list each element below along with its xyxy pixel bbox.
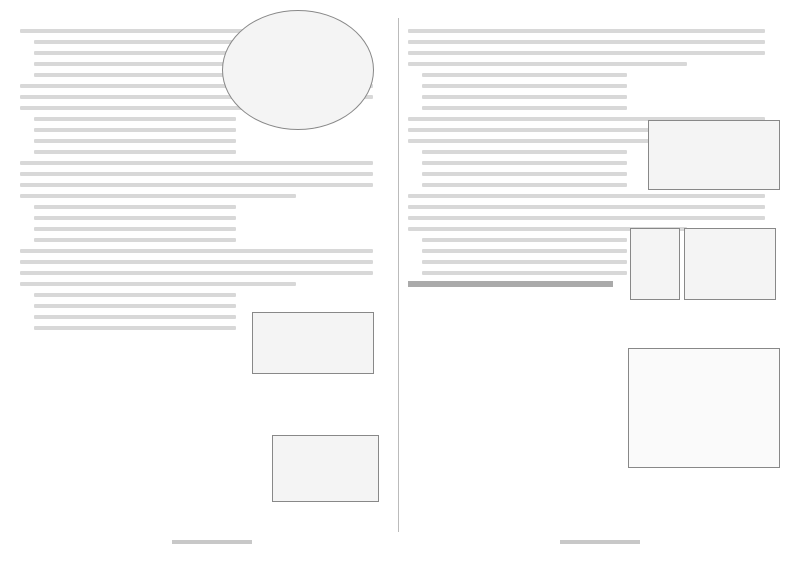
circuit-figure-q10 <box>252 312 374 374</box>
scale-circuit-figure-q12 <box>648 120 780 190</box>
question-12 <box>408 29 780 110</box>
footer-left <box>172 540 252 544</box>
ferris-wheel-figure <box>222 10 374 130</box>
magnetic-field-figure-q14 <box>628 348 780 468</box>
question-10 <box>20 161 388 242</box>
cone-figure-q13 <box>630 228 680 300</box>
footer-right <box>560 540 640 544</box>
section-2-heading <box>408 281 613 287</box>
graph-figure-q13 <box>684 228 776 300</box>
column-divider <box>398 18 399 532</box>
pump-figure-q11 <box>272 435 379 502</box>
